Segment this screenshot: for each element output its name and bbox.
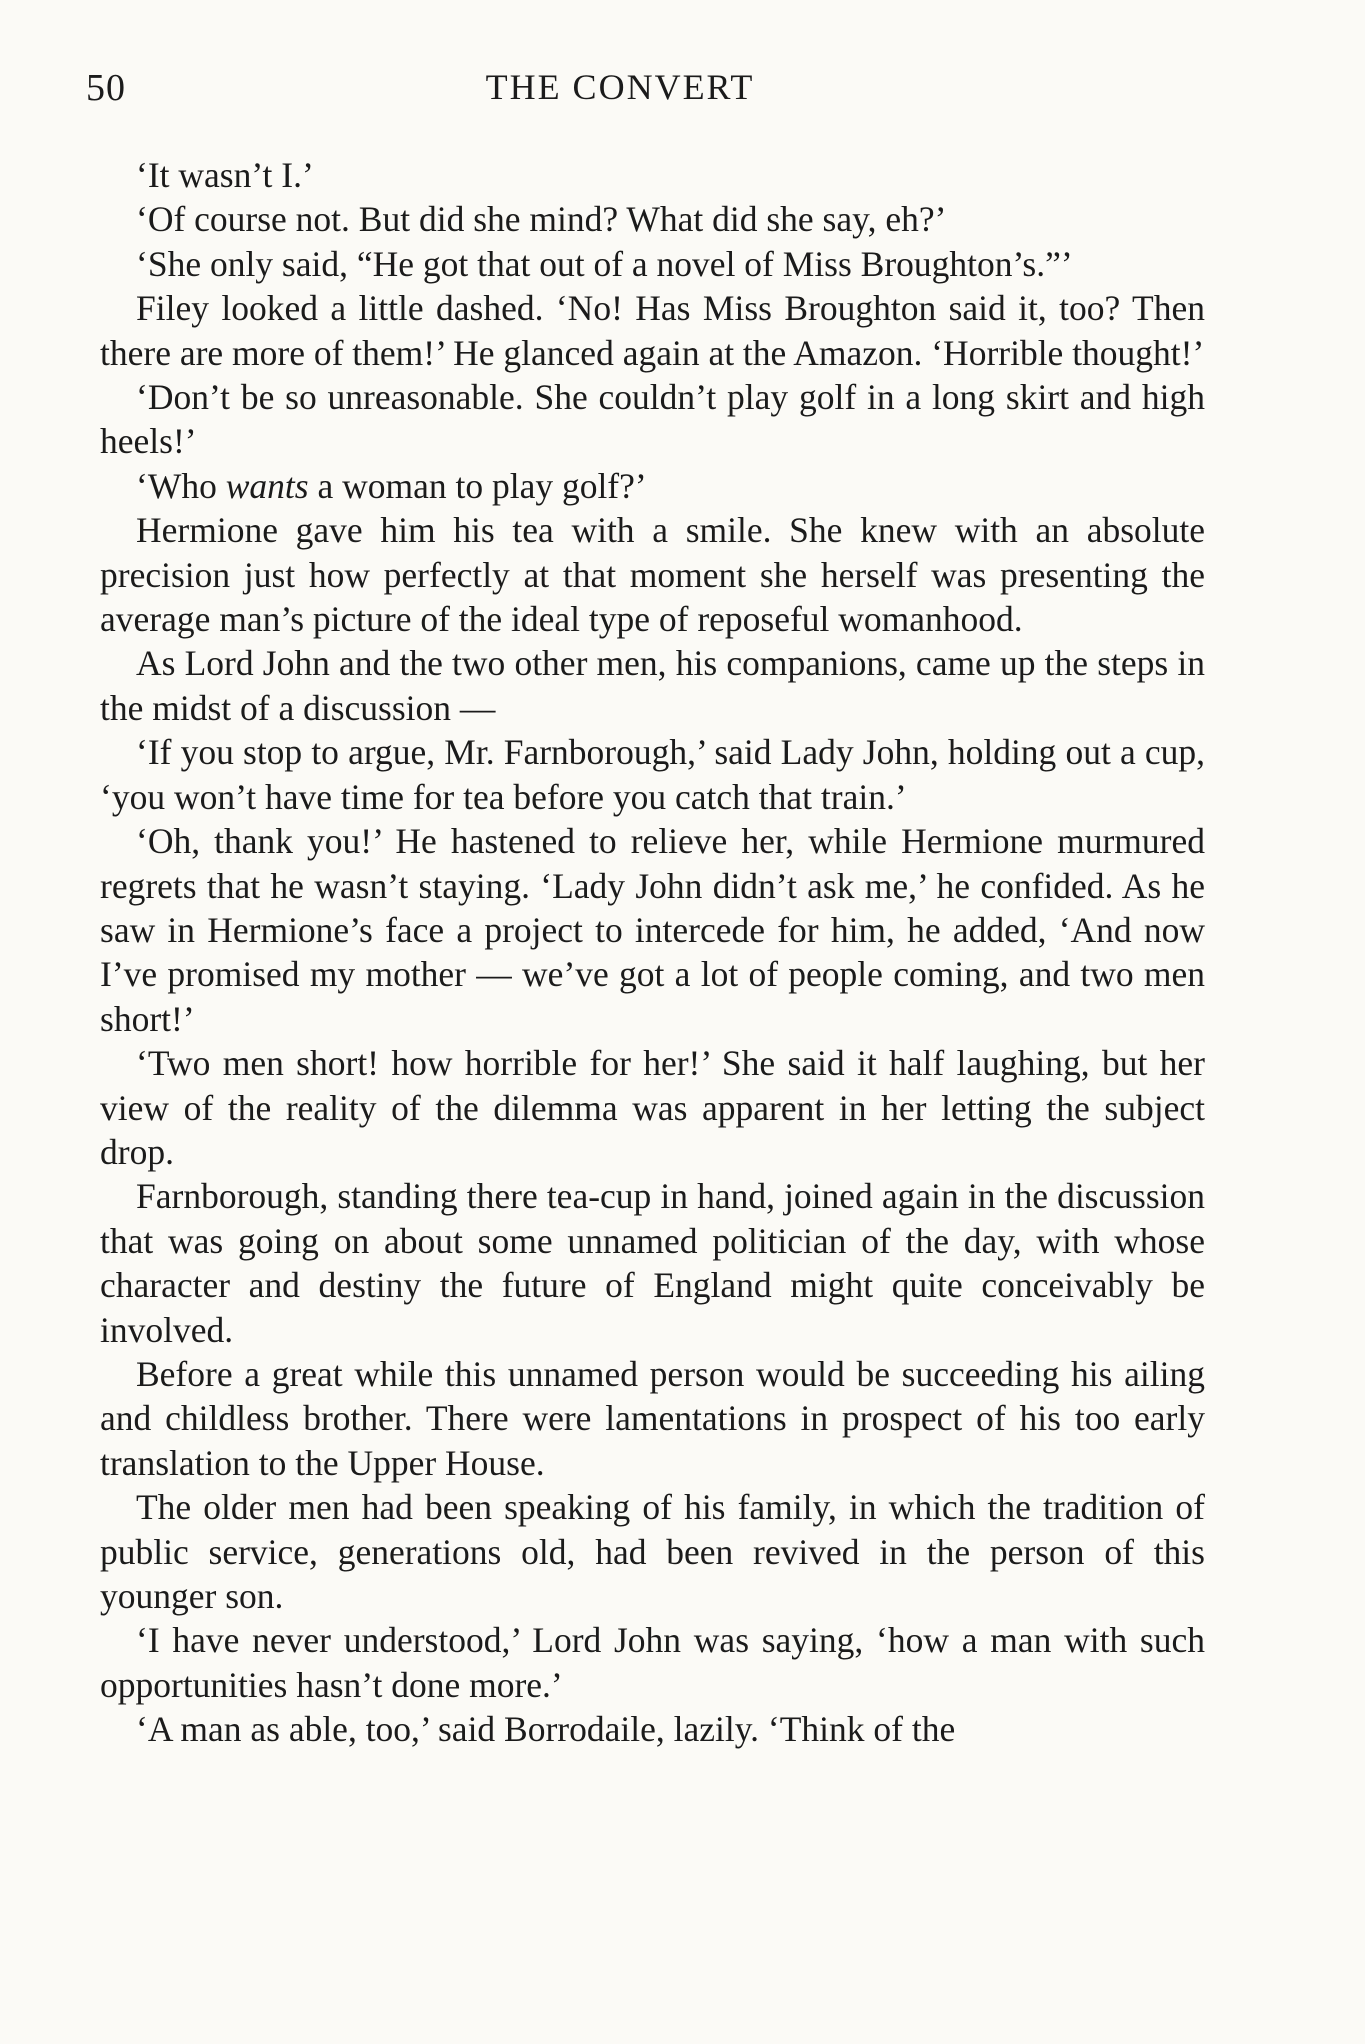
page-number: 50 [86,67,126,109]
paragraph: Hermione gave him his tea with a smile. She knew with an absolute precision just how perfectly at that moment she herself was presenting the average man’s picture of the ideal type of reposeful womanhood. [100,510,1205,640]
paragraph: ‘It wasn’t I.’ [136,155,314,195]
paragraph: Filey looked a little dashed. ‘No! Has Miss Broughton said it, too? Then there are more of them!’ He glanced again at the Amazon. ‘Horrible thought!’ [100,288,1205,373]
paragraph: The older men had been speaking of his family, in which the tradition of public service, generations old, had been revived in the person of this younger son. [100,1487,1205,1616]
paragraph: ‘Don’t be so unreasonable. She couldn’t play golf in a long skirt and high heels!’ [100,377,1205,462]
paragraph: ‘Oh, thank you!’ He hastened to relieve her, while Hermione murmured regrets that he wasn’t staying. ‘Lady John didn’t ask me,’ he confided. As he saw in Hermione’s face a project to intercede for him, he added, ‘And now I’ve promised my mother — we’ve got a lot of people coming, and two men short!’ [100,821,1205,1039]
paragraph: ‘I have never understood,’ Lord John was saying, ‘how a man with such opportunities hasn’t done more.’ [100,1620,1205,1705]
italic-word: wants [225,465,309,506]
text-run: ‘Who [136,465,226,506]
paragraph: ‘If you stop to argue, Mr. Farnborough,’ said Lady John, holding out a cup, ‘you won’t have time for tea before you catch that train.’ [100,732,1205,817]
paragraph: ‘She only said, “He got that out of a novel of Miss Broughton’s.”’ [136,243,1073,284]
paragraph: Farnborough, standing there tea-cup in hand, joined again in the discussion that was going on about some unnamed politician of the day, with whose character and destiny the future of England might quite conceivably be involved. [100,1176,1205,1350]
paragraph: Before a great while this unnamed person would be succeeding his ailing and childless brother. There were lamentations in prospect of his too early translation to the Upper House. [100,1353,1205,1483]
text-run: a woman to play golf?’ [308,465,647,506]
running-head: THE CONVERT [485,67,755,107]
text-body [100,153,1205,1752]
paragraph-who-wants [100,464,1205,508]
paragraph: As Lord John and the two other men, his companions, came up the steps in the midst of a discussion — [100,643,1205,728]
paragraph: ‘A man as able, too,’ said Borrodaile, lazily. ‘Think of the [136,1709,956,1750]
paragraph: ‘Two men short! how horrible for her!’ She said it half laughing, but her view of the reality of the dilemma was apparent in her letting the subject drop. [100,1043,1205,1172]
paragraph: ‘Of course not. But did she mind? What did she say, eh?’ [136,199,947,240]
